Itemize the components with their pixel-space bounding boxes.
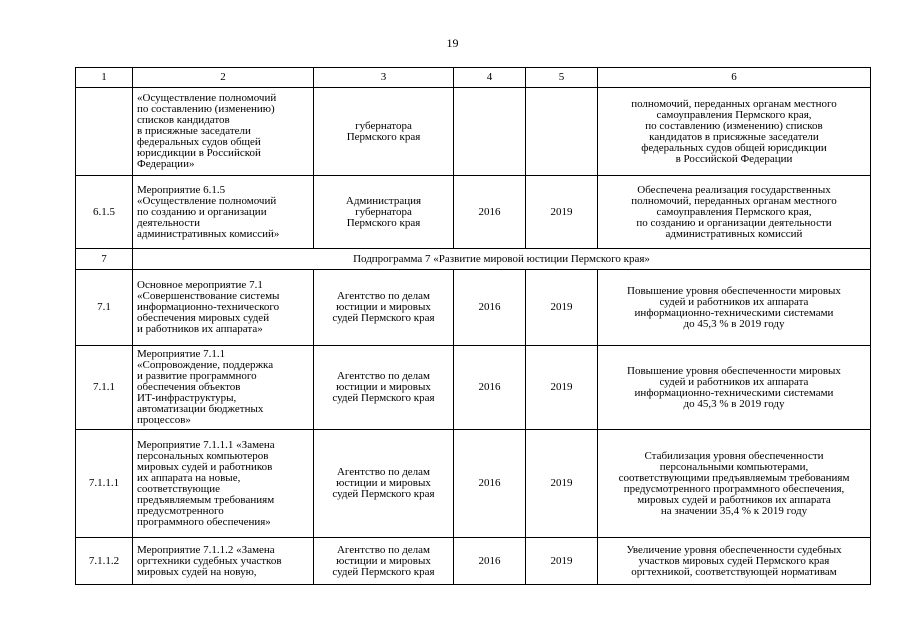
subprogram-row bbox=[76, 249, 871, 270]
executor: Агентство по делам юстиции и мировых судей Пермского края bbox=[314, 430, 454, 538]
start-year: 2016 bbox=[454, 270, 526, 346]
table-row bbox=[76, 88, 871, 176]
end-year: 2019 bbox=[526, 176, 598, 249]
column-number-3: 3 bbox=[314, 68, 454, 88]
table-row bbox=[76, 176, 871, 249]
executor: Администрация губернатора Пермского края bbox=[314, 176, 454, 249]
measure-name: «Осуществление полномочий по составлению (изменению) списков кандидатов в присяжные заседатели федеральных судов общей юрисдикции в Российской Федерации» bbox=[133, 88, 314, 176]
end-year: 2019 bbox=[526, 538, 598, 585]
expected-result: Повышение уровня обеспеченности мировых судей и работников их аппарата информационно-техническими системами до 45,3 % в 2019 году bbox=[598, 270, 871, 346]
column-number-2: 2 bbox=[133, 68, 314, 88]
executor: Агентство по делам юстиции и мировых судей Пермского края bbox=[314, 346, 454, 430]
end-year bbox=[526, 88, 598, 176]
row-code: 7 bbox=[76, 249, 133, 270]
executor: Агентство по делам юстиции и мировых судей Пермского края bbox=[314, 270, 454, 346]
table-row bbox=[76, 538, 871, 585]
end-year: 2019 bbox=[526, 270, 598, 346]
page-number: 19 bbox=[446, 36, 459, 50]
measure-name: Мероприятие 7.1.1.2 «Замена оргтехники судебных участков мировых судей на новую, bbox=[133, 538, 314, 585]
row-code: 6.1.5 bbox=[76, 176, 133, 249]
executor: Агентство по делам юстиции и мировых судей Пермского края bbox=[314, 538, 454, 585]
end-year: 2019 bbox=[526, 346, 598, 430]
table-row bbox=[76, 346, 871, 430]
expected-result: Обеспечена реализация государственных полномочий, переданных органам местного самоуправления Пермского края, по созданию и организации деятельности административных комиссий bbox=[598, 176, 871, 249]
column-number-5: 5 bbox=[526, 68, 598, 88]
expected-result: Увеличение уровня обеспеченности судебных участков мировых судей Пермского края оргтехникой, соответствующей нормативам bbox=[598, 538, 871, 585]
measure-name: Мероприятие 7.1.1 «Сопровождение, поддержка и развитие программного обеспечения объектов ИТ-инфраструктуры, автоматизации бюджетных процессов» bbox=[133, 346, 314, 430]
start-year: 2016 bbox=[454, 430, 526, 538]
row-code: 7.1 bbox=[76, 270, 133, 346]
column-number-6: 6 bbox=[598, 68, 871, 88]
expected-result: полномочий, переданных органам местного самоуправления Пермского края, по составлению (изменению) списков кандидатов в присяжные заседатели федеральных судов общей юрисдикции в Российской Федерации bbox=[598, 88, 871, 176]
measure-name: Основное мероприятие 7.1 «Совершенствование системы информационно-технического обеспечения мировых судей и работников их аппарата» bbox=[133, 270, 314, 346]
column-number-1: 1 bbox=[76, 68, 133, 88]
start-year bbox=[454, 88, 526, 176]
column-number-row bbox=[76, 68, 871, 88]
measure-name: Мероприятие 7.1.1.1 «Замена персональных компьютеров мировых судей и работников их аппарата на новые, соответствующие предъявляемым требованиям предусмотренного программного обеспечения» bbox=[133, 430, 314, 538]
table-row bbox=[76, 430, 871, 538]
row-code: 7.1.1.2 bbox=[76, 538, 133, 585]
start-year: 2016 bbox=[454, 176, 526, 249]
table-row bbox=[76, 270, 871, 346]
subprogram-title: Подпрограмма 7 «Развитие мировой юстиции Пермского края» bbox=[133, 249, 871, 270]
measure-name: Мероприятие 6.1.5 «Осуществление полномочий по созданию и организации деятельности административных комиссий» bbox=[133, 176, 314, 249]
expected-result: Стабилизация уровня обеспеченности персональными компьютерами, соответствующими предъявляемым требованиям предусмотренного программного обеспечения, мировых судей и работников их аппарата на значении 35,4 % к 2019 году bbox=[598, 430, 871, 538]
executor: губернатора Пермского края bbox=[314, 88, 454, 176]
expected-result: Повышение уровня обеспеченности мировых судей и работников их аппарата информационно-техническими системами до 45,3 % в 2019 году bbox=[598, 346, 871, 430]
measures-table bbox=[75, 67, 871, 585]
start-year: 2016 bbox=[454, 346, 526, 430]
row-code bbox=[76, 88, 133, 176]
row-code: 7.1.1.1 bbox=[76, 430, 133, 538]
start-year: 2016 bbox=[454, 538, 526, 585]
end-year: 2019 bbox=[526, 430, 598, 538]
row-code: 7.1.1 bbox=[76, 346, 133, 430]
column-number-4: 4 bbox=[454, 68, 526, 88]
